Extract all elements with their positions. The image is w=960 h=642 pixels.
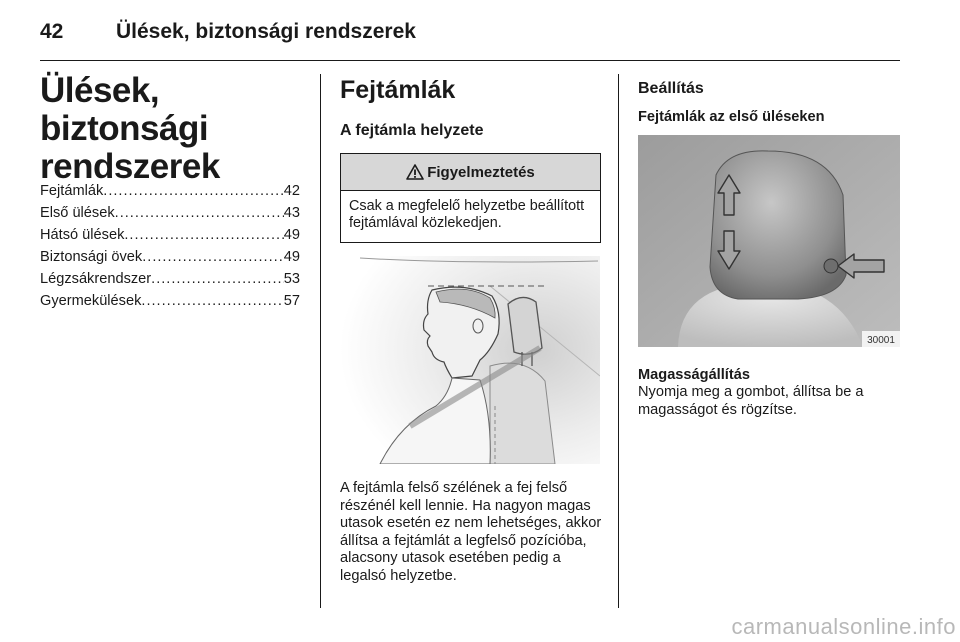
figure-code: 30001: [867, 335, 895, 346]
toc-entry[interactable]: [40, 268, 300, 290]
column-divider-left: [320, 74, 321, 608]
front-seat-headrests-subheading: Fejtámlák az első üléseken: [638, 109, 825, 125]
toc-page: 43: [283, 205, 300, 221]
headrests-heading: Fejtámlák: [340, 76, 456, 104]
toc-entry[interactable]: [40, 246, 300, 268]
headrest-position-subheading: A fejtámla helyzete: [340, 122, 484, 139]
toc-page: 49: [283, 227, 300, 243]
headrest-position-illustration: [340, 256, 600, 464]
toc-entry[interactable]: [40, 224, 300, 246]
toc-label: Gyermekülések: [40, 293, 142, 309]
warning-text: Csak a megfelelő helyzetbe beállított fejtámlával közlekedjen.: [349, 198, 585, 231]
section-title: Ülések, biztonsági rendszerek: [40, 71, 220, 186]
table-of-contents: [40, 180, 300, 312]
headrest-position-paragraph: A fejtámla felső szélének a fej felső részénél kell lennie. Ha nagyon magas utasok esetén ez nem lehetséges, akkor állítsa a fejtámlát a legfelső pozícióba, alacsony utasok esetében pedig a legalsó helyzetbe.: [340, 480, 602, 584]
warning-header: [341, 154, 600, 191]
running-header-title: Ülések, biztonsági rendszerek: [116, 20, 416, 43]
warning-heading: Figyelmeztetés: [427, 163, 535, 181]
watermark: carmanualsonline.info: [731, 614, 956, 639]
toc-entry[interactable]: [40, 290, 300, 312]
page-number: 42: [40, 20, 64, 43]
warning-box: [340, 153, 601, 243]
headrest-photo: [638, 135, 900, 347]
toc-entry[interactable]: [40, 180, 300, 202]
height-adjustment-text: Nyomja meg a gombot, állítsa be a magasságot és rögzítse.: [638, 384, 864, 418]
headrest-adjustment-illustration: [638, 135, 900, 347]
toc-label: Első ülések: [40, 205, 115, 221]
column-divider-right: [618, 74, 619, 608]
toc-label: Fejtámlák: [40, 183, 104, 199]
adjustment-heading: Beállítás: [638, 80, 704, 97]
header-divider: [40, 60, 900, 61]
toc-leader: [151, 268, 284, 290]
toc-leader: [124, 224, 283, 246]
height-adjustment-subheading: Magasságállítás: [638, 367, 750, 383]
warning-triangle-icon: [406, 164, 424, 180]
toc-page: 49: [283, 249, 300, 265]
toc-label: Légzsákrendszer: [40, 271, 152, 287]
toc-label: Biztonsági övek: [40, 249, 143, 265]
toc-page: 53: [283, 271, 300, 287]
toc-leader: [142, 246, 284, 268]
toc-leader: [141, 290, 283, 312]
toc-page: 42: [283, 183, 300, 199]
toc-leader: [115, 202, 284, 224]
toc-page: 57: [283, 293, 300, 309]
toc-label: Hátsó ülések: [40, 227, 125, 243]
toc-leader: [103, 180, 284, 202]
toc-entry[interactable]: [40, 202, 300, 224]
